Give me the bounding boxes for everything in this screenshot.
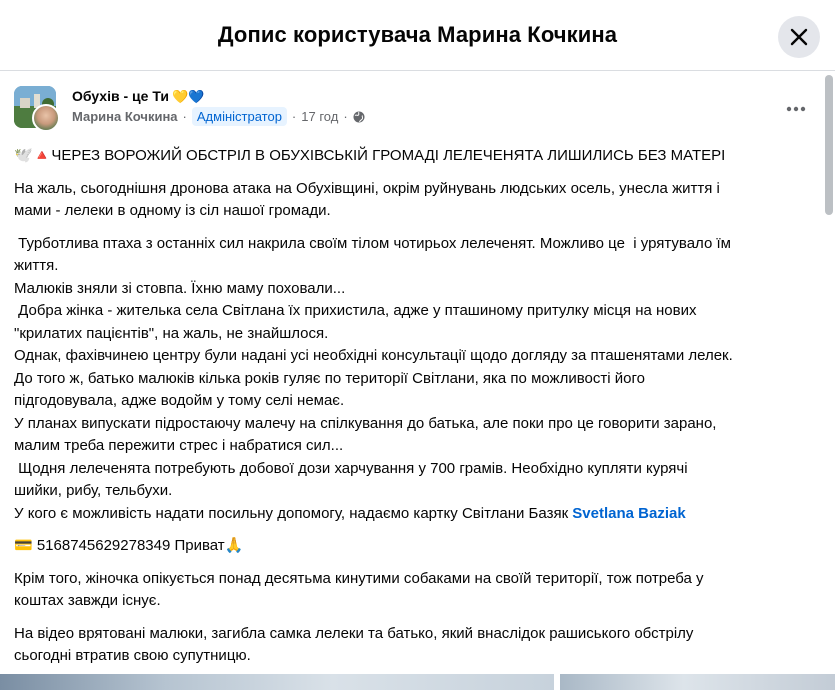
post-text-line: Малюків зняли зі стовпа. Їхню маму поховали... [14,279,346,297]
post-text-line: шийки, рибу, тельбухи. [14,482,173,499]
post-text-line [14,503,814,526]
post-text-line: Турботлива птаха з останніх сил накрила своїм тілом чотирьох лелеченят. Можливо це і урятувало їм [14,234,731,252]
post-text-fragment: У кого є можливість надати посильну допомогу, надаємо картку Світлани Базяк [14,504,573,522]
post-text-line: Однак, фахівчинею центру були надані усі необхідні консультації щодо догляду за пташенятами лелек. [14,347,733,364]
meta-separator: · [343,109,348,124]
page-name[interactable]: Обухів - це Ти [72,88,169,104]
post-paragraph [14,535,814,558]
post-paragraph [14,178,814,223]
post-text-line: До того ж, батько малюків кілька років гуляє по території Світлани, яка по можливості його [14,369,645,387]
post-time[interactable]: 17 год [301,109,339,124]
post-text-line: У планах випускати підростаючу малечу на спілкування до батька, але поки про це говорити зарано, [14,414,717,432]
meta-separator: · [182,109,187,124]
author-avatar[interactable] [32,104,60,132]
post-paragraph [14,568,814,613]
author-name[interactable]: Марина Кочкина [72,109,178,124]
mention-link[interactable]: Svetlana Baziak [572,504,686,522]
more-options-button[interactable] [778,91,814,127]
post-text-line: На жаль, сьогоднішня дронова атака на Обухівщині, окрім руйнувань людських осель, унесла життя і [14,179,720,197]
close-icon [789,27,809,47]
post-meta [72,107,365,126]
post-paragraph [14,623,814,668]
post-text-line: підгодовувала, адже водойм у тому селі немає. [14,392,345,409]
scrollbar-thumb[interactable] [825,75,833,215]
post-text-line: коштах завжди існує. [14,592,161,609]
post-media[interactable] [0,674,835,690]
media-thumbnail[interactable] [0,674,554,690]
post-text-line: мами - лелеки в одному із сіл нашої громади. [14,202,331,219]
modal-title: Допис користувача Марина Кочкина [217,22,618,47]
post-text-line: "крилатих пацієнтів", на жаль, не знайшлося. [14,324,329,342]
media-thumbnail[interactable] [560,674,835,690]
post-text-line: Добра жінка - жителька села Світлана їх прихистила, адже у пташиному притулку місця на нових [14,302,697,319]
role-badge: Адміністратор [192,107,287,126]
post-body [14,145,814,678]
more-icon [786,106,806,112]
globe-icon[interactable] [353,111,365,123]
post-scroll-area[interactable] [0,71,835,690]
close-button[interactable] [778,16,820,58]
post-text-line: малим треба пережити стрес і набратися сил... [14,437,344,454]
post-paragraph [14,233,814,526]
post-text-line: Крім того, жіночка опікується понад десятьма кинутими собаками на своїй території, тож потреба у [14,569,704,587]
post-headline-paragraph [14,145,814,168]
post-text-line: На відео врятовані малюки, загибла самка лелеки та батько, який внаслідок рашиського обстрілу [14,624,694,642]
meta-separator: · [291,109,297,124]
page-name-link[interactable] [72,88,204,104]
page-hearts: 💛💙 [171,88,205,104]
post-headline: 🕊️🔺ЧЕРЕЗ ВОРОЖИЙ ОБСТРІЛ В ОБУХІВСЬКІЙ ГРОМАДІ ЛЕЛЕЧЕНЯТА ЛИШИЛИСЬ БЕЗ МАТЕРІ [14,147,726,164]
post-header [14,86,814,132]
post-text-line: Щодня лелеченята потребують добової дози харчування у 700 грамів. Необхідно купляти курячі [14,459,688,477]
modal-header [0,0,835,71]
post-text-line: життя. [14,257,59,274]
card-number-line: 💳 5168745629278349 Приват🙏 [14,537,244,554]
post-text-line: сьогодні втратив свою супутницю. [14,647,251,664]
